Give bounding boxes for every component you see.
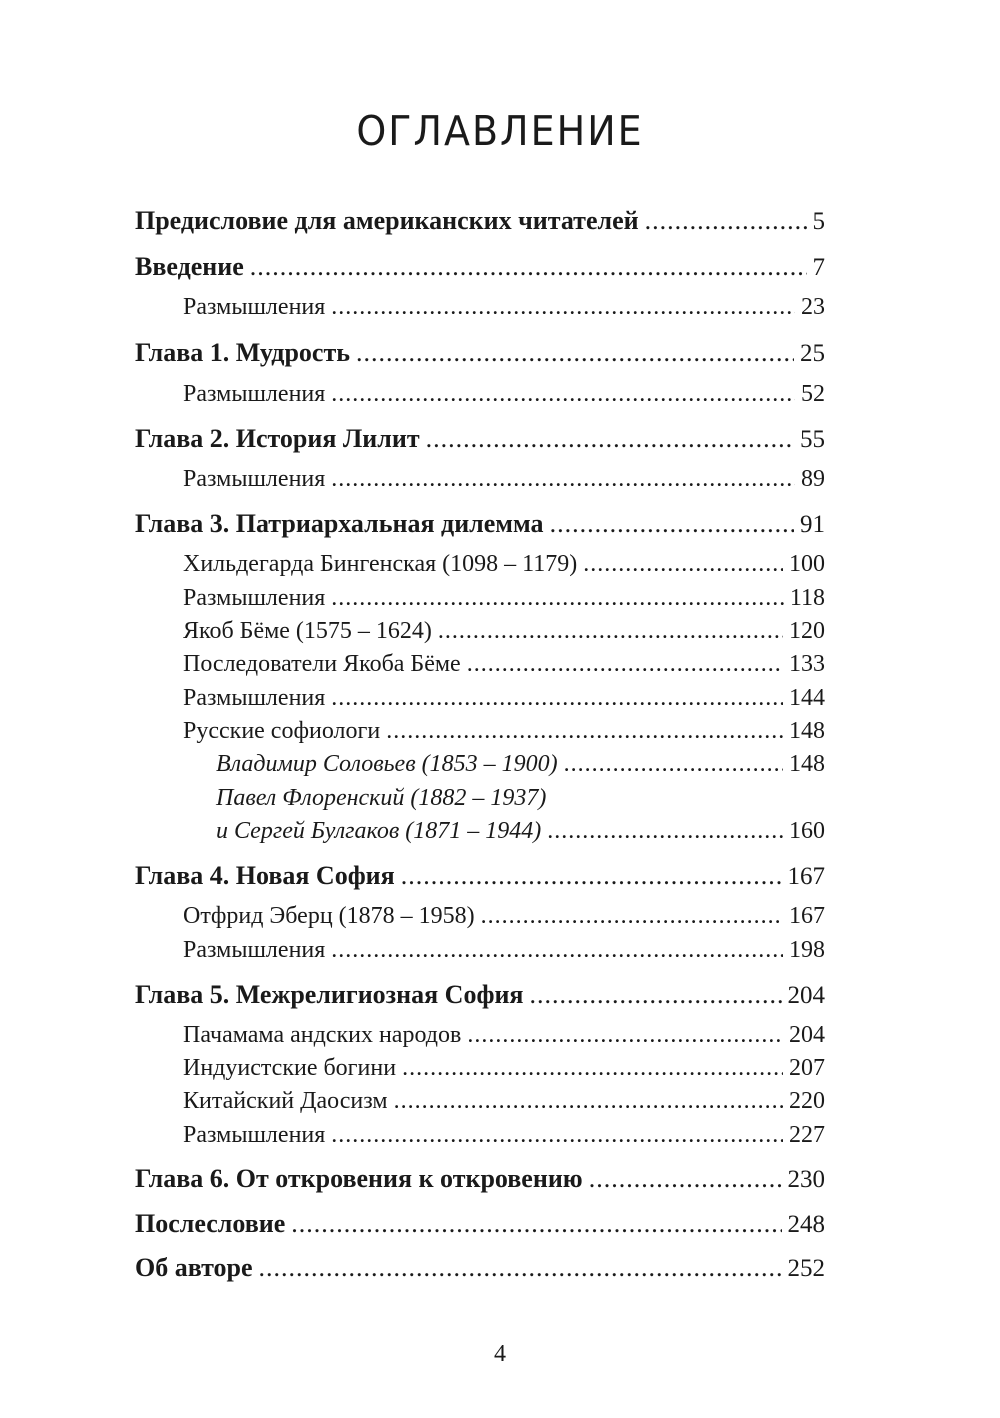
toc-entry-page: 133 [789,651,825,677]
toc-entry-label: Пачамама андских народов [183,1022,462,1048]
dot-leader [583,548,783,580]
toc-entry-label: Размышления [183,381,326,407]
toc-entry-boehme [183,615,825,647]
toc-entry-page: 204 [787,982,825,1009]
toc-entry-reflections [183,934,825,966]
toc-entry-page: 160 [789,818,825,844]
dot-leader [438,615,783,647]
toc-entry-label: и Сергей Булгаков (1871 – 1944) [216,818,542,844]
toc-entry-label: Русские софиологи [183,718,381,744]
dot-leader [589,1163,782,1195]
toc-entry-label: Об авторе [135,1253,253,1282]
dot-leader [547,815,783,847]
toc-entry-label: Размышления [183,685,326,711]
dot-leader [530,979,782,1011]
toc-entry-page: 252 [787,1255,825,1282]
page-title: ОГЛАВЛЕНИЕ [356,107,644,155]
dot-leader [386,715,783,747]
dot-leader [401,860,782,892]
page-number: 4 [494,1341,506,1367]
dot-leader [394,1085,783,1117]
toc-entry-chapter-3 [135,508,825,540]
dot-leader [467,648,783,680]
toc-entry-chinese-taoism [183,1085,825,1117]
toc-entry-page: 204 [789,1022,825,1048]
toc-entry-label: Индуистские богини [183,1055,397,1081]
toc-entry-page: 7 [812,254,825,281]
dot-leader [564,748,783,780]
toc-entry-label: Хильдегарда Бингенская (1098 – 1179) [183,551,578,577]
toc-entry-reflections [183,378,825,410]
toc-entry-pachamama [183,1019,825,1051]
toc-entry-hindu-goddesses [183,1052,825,1084]
dot-leader [356,337,794,369]
toc-entry-reflections [183,291,825,323]
dot-leader [426,423,794,455]
toc-entry-introduction [135,251,825,283]
toc-entry-label: Глава 6. От откровения к откровению [135,1164,583,1193]
toc-entry-page: 227 [789,1122,825,1148]
toc-entry-label: Глава 5. Межрелигиозная София [135,980,524,1009]
toc-entry-page: 248 [787,1211,825,1238]
toc-entry-solovyov [216,748,825,780]
dot-leader [331,378,795,410]
toc-entry-label: Отфрид Эберц (1878 – 1958) [183,903,475,929]
toc-entry-chapter-2 [135,423,825,455]
toc-entry-afterword [135,1208,825,1240]
toc-entry-label: Размышления [183,466,326,492]
toc-entry-page: 167 [787,863,825,890]
toc-entry-label: Предисловие для американских читателей [135,206,639,235]
toc-entry-reflections [183,463,825,495]
dot-leader [331,1119,783,1151]
toc-entry-label: Глава 4. Новая София [135,861,395,890]
toc-entry-bulgakov [216,815,825,847]
toc-entry-page: 144 [789,685,825,711]
toc-entry-label: Последователи Якоба Бёме [183,651,461,677]
dot-leader [250,251,807,283]
toc-entry-page: 23 [801,294,825,320]
toc-entry-page: 207 [789,1055,825,1081]
toc-entry-label: Послесловие [135,1209,286,1238]
toc-entry-page: 167 [789,903,825,929]
toc-entry-label: Якоб Бёме (1575 – 1624) [183,618,432,644]
toc-entry-chapter-5 [135,979,825,1011]
toc-entry-reflections [183,682,825,714]
dot-leader [331,582,784,614]
toc-entry-russian-sophiologists [183,715,825,747]
dot-leader [331,291,795,323]
dot-leader [291,1208,781,1240]
toc-entry-page: 25 [800,340,825,367]
toc-entry-preface-american [135,205,825,237]
dot-leader [467,1019,783,1051]
toc-entry-eberz [183,900,825,932]
toc-entry-label: Размышления [183,294,326,320]
dot-leader [645,205,807,237]
toc-entry-chapter-6 [135,1163,825,1195]
toc-entry-label: Китайский Даосизм [183,1088,388,1114]
dot-leader [331,682,783,714]
toc-entry-label: Размышления [183,585,326,611]
toc-entry-page: 91 [800,511,825,538]
dot-leader [481,900,783,932]
dot-leader [331,463,795,495]
toc-entry-page: 5 [812,208,825,235]
toc-entry-chapter-1 [135,337,825,369]
dot-leader [402,1052,783,1084]
toc-entry-label: Размышления [183,1122,326,1148]
toc-entry-chapter-4 [135,860,825,892]
dot-leader [331,934,783,966]
toc-entry-boehme-followers [183,648,825,680]
toc-entry-reflections [183,582,825,614]
toc-entry-page: 118 [789,585,825,611]
toc-entry-label: Глава 2. История Лилит [135,424,420,453]
toc-entry-page: 120 [789,618,825,644]
toc-entry-florensky: Павел Флоренский (1882 – 1937) [216,785,547,811]
toc-entry-about-author [135,1252,825,1284]
toc-entry-page: 89 [801,466,825,492]
toc-entry-label: Введение [135,252,244,281]
toc-entry-label: Глава 1. Мудрость [135,338,350,367]
toc-entry-page: 52 [801,381,825,407]
toc-entry-page: 198 [789,937,825,963]
toc-entry-reflections [183,1119,825,1151]
toc-entry-label: Владимир Соловьев (1853 – 1900) [216,751,558,777]
toc-entry-page: 148 [789,751,825,777]
toc-entry-page: 148 [789,718,825,744]
toc-entry-page: 230 [787,1166,825,1193]
toc-entry-page: 220 [789,1088,825,1114]
toc-entry-label: Размышления [183,937,326,963]
toc-entry-page: 55 [800,426,825,453]
toc-entry-label: Глава 3. Патриархальная дилемма [135,509,544,538]
toc-entry-page: 100 [789,551,825,577]
dot-leader [259,1252,782,1284]
toc-entry-hildegard [183,548,825,580]
dot-leader [550,508,794,540]
